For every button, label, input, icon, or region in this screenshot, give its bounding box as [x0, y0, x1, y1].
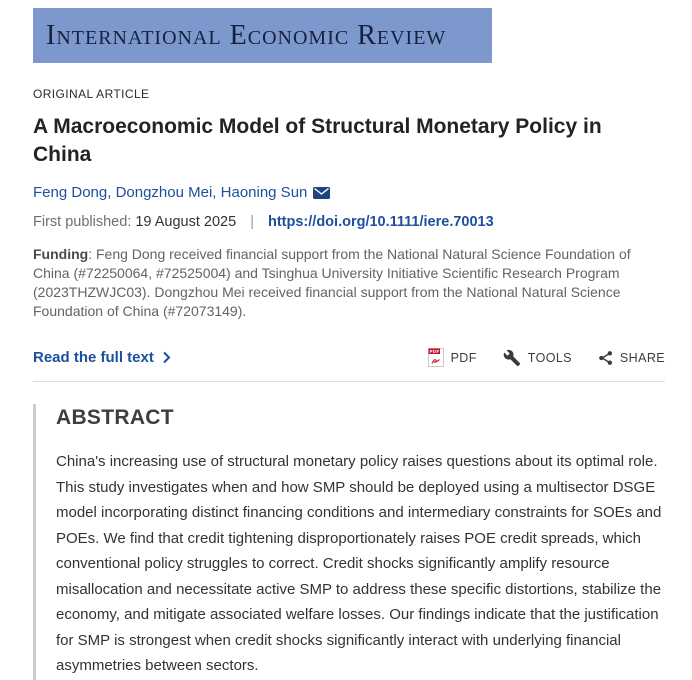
svg-text:PDF: PDF: [429, 348, 440, 354]
journal-title: International Economic Review: [46, 19, 447, 51]
abstract-section: [33, 404, 665, 680]
first-published-label: First published:: [33, 214, 132, 230]
tools-label: TOOLS: [527, 350, 572, 365]
funding-label: Funding: [33, 246, 89, 262]
separator: |: [250, 214, 254, 230]
pdf-label: PDF: [450, 350, 477, 365]
tools-button[interactable]: [503, 349, 572, 367]
title-line-1: A Macroeconomic Model of Structural Monetary Policy in: [33, 115, 602, 138]
author-separator: ,: [107, 184, 116, 201]
read-full-text-label: Read the full text: [33, 349, 154, 366]
pdf-button[interactable]: [428, 348, 477, 367]
envelope-icon[interactable]: [313, 187, 330, 199]
abstract-text: China's increasing use of structural monetary policy raises questions about its optimal role. This study investigates when and how SMP should be deployed using a multisector DSGE model incorporating distinct financing conditions and intermediary constraints for SOEs and POEs. We find that credit tightening disproportionately raises POE credit spreads, which conventional policy struggles to correct. Credit shocks significantly amplify resource misallocation and necessitate active SMP to address these specific distortions, stabilize the economy, and mitigate associated welfare losses. Our findings indicate that the justification for SMP is strongest when credit shocks significantly interact with underlying financial asymmetries between sectors.: [56, 453, 662, 674]
doi-link[interactable]: https://doi.org/10.1111/iere.70013: [268, 214, 494, 230]
page-title: [33, 113, 665, 169]
wrench-icon: [503, 349, 521, 367]
author-link[interactable]: Haoning Sun: [220, 184, 308, 201]
author-link[interactable]: Dongzhou Mei: [115, 184, 213, 201]
author-list: [33, 184, 665, 201]
funding-text: : Feng Dong received financial support from the National Natural Science Foundation of China (#72250064, #72525004) and Tsinghua University Initiative Scientific Research Program (2023THZWJC03). Dongzhou Mei received financial support from the National Natural Science Foundation of China (#72073149).: [33, 246, 631, 319]
share-button[interactable]: [598, 350, 665, 366]
funding-note: [33, 245, 665, 321]
author-links: [33, 184, 307, 201]
pdf-icon: [428, 348, 444, 367]
author-link[interactable]: Feng Dong: [33, 184, 108, 201]
article-category-label: ORIGINAL ARTICLE: [33, 87, 150, 101]
action-row: [33, 348, 665, 367]
section-divider: [33, 381, 665, 382]
publication-info: [33, 214, 665, 230]
share-label: SHARE: [619, 350, 665, 365]
share-icon: [598, 350, 613, 366]
abstract-heading: ABSTRACT: [56, 406, 174, 429]
first-published-date: 19 August 2025: [135, 214, 237, 230]
chevron-right-icon: [162, 351, 171, 364]
title-line-2: China: [33, 143, 92, 166]
article-toolbar: [428, 348, 665, 367]
author-separator: ,: [212, 184, 221, 201]
journal-banner[interactable]: [33, 8, 492, 63]
read-full-text-link[interactable]: [33, 349, 171, 366]
